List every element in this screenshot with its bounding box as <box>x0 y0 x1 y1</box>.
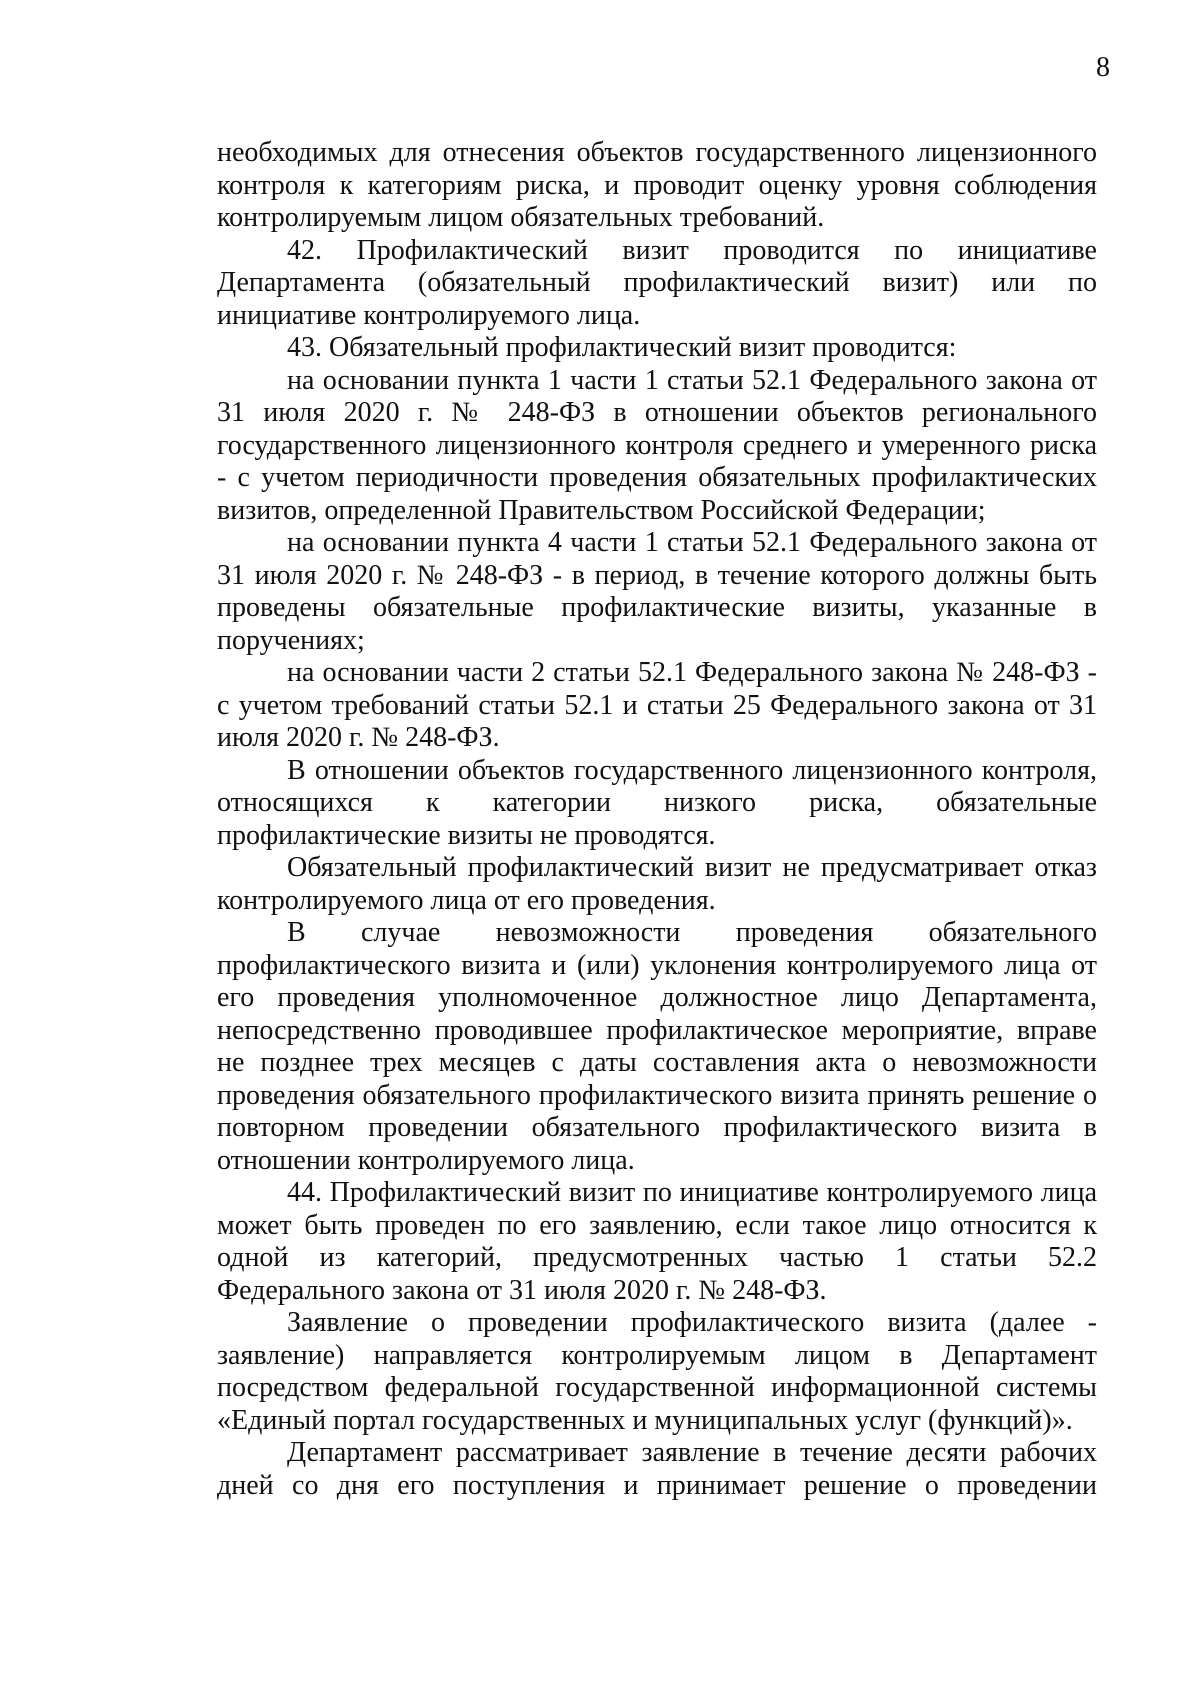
paragraph-42: 42. Профилактический визит проводится по инициативе Департамента (обязательный профилактический визит) или по инициативе контролируемого лица. <box>217 234 1097 331</box>
paragraph: Обязательный профилактический визит не предусматривает отказ контролируемого лица от его проведения. <box>217 852 1097 916</box>
page-number: 8 <box>1096 52 1110 83</box>
paragraph: Департамент рассматривает заявление в течение десяти рабочих дней со дня его поступления и принимает решение о проведении <box>217 1437 1097 1501</box>
paragraph-43: 43. Обязательный профилактический визит проводится: <box>287 332 957 363</box>
paragraph: на основании пункта 4 части 1 статьи 52.1 Федерального закона от 31 июля 2020 г. № 248-ФЗ - в период, в течение которого должны быть проведены обязательные профилактические визиты, указанные в поручениях; <box>217 527 1097 656</box>
paragraph: на основании пункта 1 части 1 статьи 52.1 Федерального закона от 31 июля 2020 г. № 248-ФЗ в отношении объектов регионального государственного лицензионного контроля среднего и умеренного риска - с учетом периодичности проведения обязательных профилактических визитов, определенной Правительством Российской Федерации; <box>217 364 1097 526</box>
paragraph: В отношении объектов государственного лицензионного контроля, относящихся к категории низкого риска, обязательные профилактические визиты не проводятся. <box>217 754 1097 851</box>
paragraph: Заявление о проведении профилактического визита (далее - заявление) направляется контролируемым лицом в Департамент посредством федеральной государственной информационной системы «Единый портал государственных и муниципальных услуг (функций)». <box>217 1307 1097 1436</box>
paragraph-44: 44. Профилактический визит по инициативе контролируемого лица может быть проведен по его заявлению, если такое лицо относится к одной из категорий, предусмотренных частью 1 статьи 52.2 Федерального закона от 31 июля 2020 г. № 248-ФЗ. <box>217 1177 1097 1306</box>
paragraph: на основании части 2 статьи 52.1 Федерального закона № 248-ФЗ - с учетом требований статьи 52.1 и статьи 25 Федерального закона от 31 июля 2020 г. № 248-ФЗ. <box>217 657 1097 753</box>
paragraph: необходимых для отнесения объектов государственного лицензионного контроля к категориям риска, и проводит оценку уровня соблюдения контролируемым лицом обязательных требований. <box>217 137 1097 233</box>
document-body <box>217 137 1097 1502</box>
paragraph: В случае невозможности проведения обязательного профилактического визита и (или) уклонения контролируемого лица от его проведения уполномоченное должностное лицо Департамента, непосредственно проводившее профилактическое мероприятие, вправе не позднее трех месяцев с даты составления акта о невозможности проведения обязательного профилактического визита принять решение о повторном проведении обязательного профилактического визита в отношении контролируемого лица. <box>217 917 1097 1176</box>
